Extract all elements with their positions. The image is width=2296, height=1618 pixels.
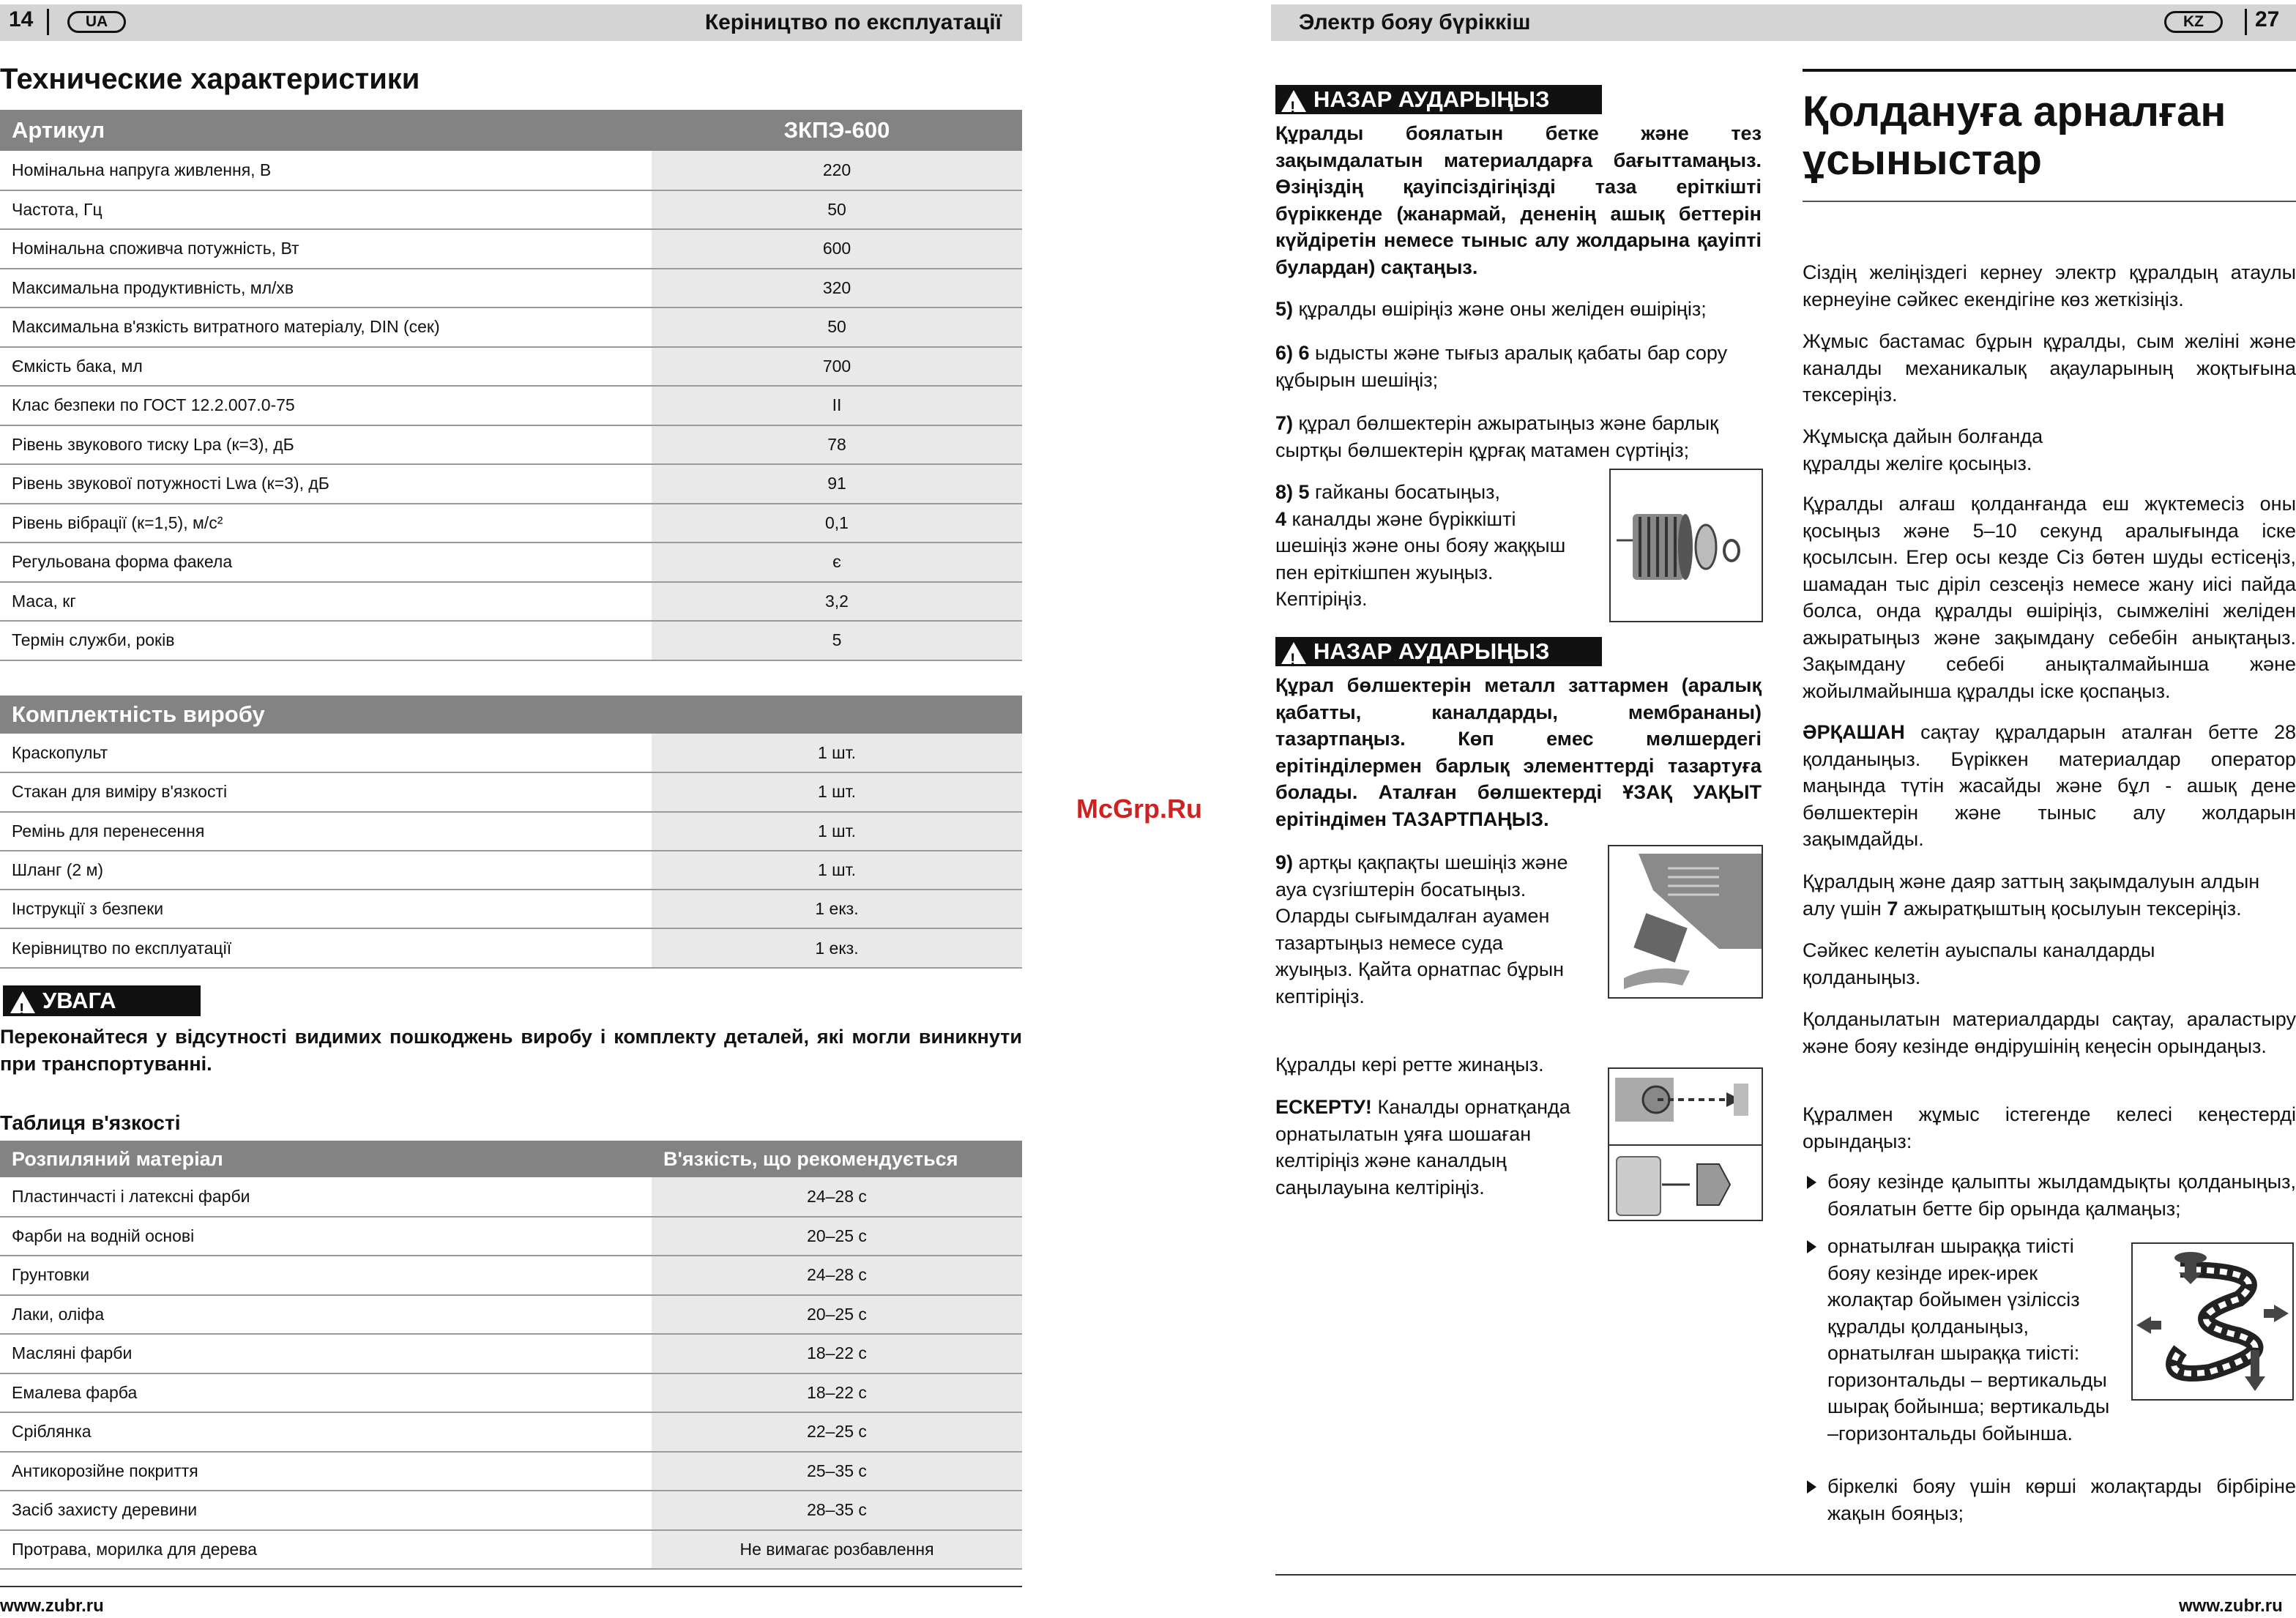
table-cell-label: Термін служби, років (0, 621, 652, 660)
table-cell-label: Пластинчасті і латексні фарби (0, 1177, 652, 1217)
warning-text-2: Құрал бөлшектерін металл заттармен (аралық қабатты, каналдарды, мембрананы) тазартпаңыз. Көп емес мөлшердегі ерітінділермен барлық элементтерді тазартуға болады. Аталған бөлшектерді ҰЗАҚ УАҚЫТ ерітіндімен ТАЗАРТПАҢЫЗ. (1275, 674, 1762, 830)
table-cell-label: Антикорозійне покриття (0, 1452, 652, 1491)
table-cell-value: 78 (652, 425, 1022, 465)
table-cell-label: Регульована форма факела (0, 543, 652, 582)
note-label: ЕСКЕРТУ! (1275, 1096, 1372, 1118)
table-cell-value: 50 (652, 190, 1022, 230)
step-number: 9) (1275, 851, 1294, 873)
paragraph: Сіздің желіңіздегі кернеу электр құралдың атаулы кернеуіне сәйкес екендігіне көз жеткізіңіз. (1803, 261, 2296, 310)
step-number: 8) 5 (1275, 481, 1310, 503)
spray-pattern-figure (2129, 1240, 2296, 1403)
kit-header-empty (652, 696, 1022, 734)
spec-row (0, 190, 1022, 230)
paragraph: Құралмен жұмыс істегенде келесі кеңестерді орындаңыз: (1803, 1103, 2296, 1152)
table-cell-label: Керівництво по експлуатації (0, 928, 652, 967)
header-divider (47, 9, 49, 35)
step-number-2: 4 (1275, 507, 1287, 530)
table-cell-label: Ремінь для перенесення (0, 812, 652, 851)
title-rule-bottom (1803, 201, 2296, 202)
paragraph: Жұмысқа дайын болғанда құралды желіге қосыңыз. (1803, 425, 2043, 474)
table-cell-value: 1 шт. (652, 812, 1022, 851)
table-cell-value: 3,2 (652, 582, 1022, 622)
spec-row (0, 307, 1022, 347)
watermark: McGrp.Ru (1076, 794, 1203, 824)
table-cell-value: 0,1 (652, 504, 1022, 543)
step-text: ыдысты және тығыз аралық қабаты бар сору құбырын шешіңіз; (1275, 342, 1728, 391)
table-cell-label: Масляні фарби (0, 1334, 652, 1373)
table-cell-label: Фарби на водній основі (0, 1217, 652, 1256)
table-cell-label: Номінальна напруга живлення, В (0, 151, 652, 190)
step-text: артқы қақпақты шешіңіз және ауа сүзгіштерін босатыңыз. Оларды сығымдалған ауамен тазартыңыз немесе суда жуыңыз. Қайта орнатпас бұрын кептіріңіз. (1275, 851, 1568, 1007)
page-header (0, 4, 1022, 41)
table-cell-value: є (652, 543, 1022, 582)
warning-label-2 (1275, 637, 1602, 666)
warning-label-text: УВАГА (42, 988, 116, 1013)
table-cell-label: Максимальна в'язкість витратного матеріалу, DIN (сек) (0, 307, 652, 347)
table-cell-label: Рівень звукової потужності Lwa (к=3), дБ (0, 464, 652, 504)
step-8 (1275, 479, 1583, 613)
bullet-arrow-icon (1807, 1176, 1816, 1189)
warning-label (3, 985, 201, 1016)
bullet-arrow-icon (1807, 1240, 1816, 1253)
recommendations-title (1803, 88, 2226, 184)
table-cell-value: 24–28 с (652, 1177, 1022, 1217)
kit-row (0, 890, 1022, 928)
language-badge: UA (67, 11, 126, 33)
viscosity-row (0, 1256, 1022, 1295)
warning-triangle-icon (10, 991, 35, 1013)
table-cell-value: 5 (652, 621, 1022, 660)
kit-table (0, 696, 1022, 969)
visc-header-material: Розпиляний матеріал (0, 1141, 652, 1177)
table-cell-value: 1 екз. (652, 890, 1022, 928)
viscosity-row (0, 1295, 1022, 1335)
table-cell-label: Максимальна продуктивність, мл/хв (0, 269, 652, 308)
warning-label-text: НАЗАР АУДАРЫҢЫЗ (1313, 638, 1550, 664)
visc-header-viscosity: В'язкість, що рекомендується (652, 1141, 1022, 1177)
table-cell-label: Лаки, оліфа (0, 1295, 652, 1335)
warning-label-text: НАЗАР АУДАРЫҢЫЗ (1313, 86, 1550, 112)
table-cell-label: Рівень вібрації (к=1,5), м/с² (0, 504, 652, 543)
spec-header-model: ЗКПЭ-600 (652, 110, 1022, 151)
spec-row (0, 151, 1022, 190)
left-page (0, 0, 1022, 1618)
viscosity-row (0, 1491, 1022, 1530)
nozzle-figure (1609, 469, 1763, 622)
table-cell-value: 50 (652, 307, 1022, 347)
viscosity-row (0, 1217, 1022, 1256)
viscosity-row (0, 1177, 1022, 1217)
paragraph-text: Құралдың және даяр заттың зақымдалуын алдын алу үшін (1803, 870, 2260, 920)
step-number: 6) 6 (1275, 342, 1310, 364)
title-line-1: Қолдануға арналған (1803, 88, 2226, 135)
paragraph-text: сақтау құралдарын аталған бетте 28 қолданыңыз. Бүріккен материалдар оператор маңында түтін жасайды және бұл - ашық дене бөлшектерін және тыныс алу жолдарын зақымдайды. (1803, 721, 2296, 850)
viscosity-row (0, 1530, 1022, 1570)
kit-row (0, 772, 1022, 811)
filter-figure (1608, 845, 1763, 999)
table-cell-value: 1 шт. (652, 772, 1022, 811)
table-cell-value: 220 (652, 151, 1022, 190)
table-cell-label: Клас безпеки по ГОСТ 12.2.007.0-75 (0, 386, 652, 425)
viscosity-row (0, 1334, 1022, 1373)
table-cell-value: 18–22 с (652, 1373, 1022, 1413)
table-cell-value: 24–28 с (652, 1256, 1022, 1295)
title-rule (1803, 69, 2296, 72)
table-cell-value: 600 (652, 229, 1022, 269)
spec-header-article: Артикул (0, 110, 652, 151)
note (1275, 1094, 1583, 1201)
footer-url: www.zubr.ru (2179, 1596, 2283, 1616)
viscosity-row (0, 1412, 1022, 1452)
table-cell-label: Емалева фарба (0, 1373, 652, 1413)
table-cell-value: 25–35 с (652, 1452, 1022, 1491)
footer-rule (0, 1586, 1022, 1587)
table-cell-label: Номінальна споживча потужність, Вт (0, 229, 652, 269)
table-cell-value: 1 екз. (652, 928, 1022, 967)
paragraph: Қолданылатын материалдарды сақтау, араластыру және бояу кезінде өндірушінің кеңесін орындаңыз. (1803, 1008, 2296, 1057)
table-cell-value: 91 (652, 464, 1022, 504)
kit-row (0, 734, 1022, 772)
spec-row (0, 229, 1022, 269)
paragraph: Құралды алғаш қолданғанда еш жүктемесіз оны қосыңыз және 5–10 секунд аралығында іске қосылсын. Егер осы кезде Сіз бөтен шуды естісеңіз, шамадан тыс діріл сезсеңіз немесе жану иісі пайда болса, онда құралды өшіріңіз, сымжеліні желіден ажыратыңыз және зақымдану себебін анықтаңыз. Зақымдану себебі анықталмайынша және жойылмайынша құралды іске қоспаңыз. (1803, 493, 2296, 702)
step-9 (1275, 849, 1576, 1010)
table-cell-label: Стакан для виміру в'язкості (0, 772, 652, 811)
step-7 (1275, 410, 1766, 463)
paragraph: Жұмыс бастамас бұрын құралды, сым желіні және каналды механикалық ақауларының жоқтығына тексеріңіз. (1803, 330, 2296, 406)
kit-row (0, 928, 1022, 967)
table-cell-label: Грунтовки (0, 1256, 652, 1295)
table-cell-value: 28–35 с (652, 1491, 1022, 1530)
table-cell-value: II (652, 386, 1022, 425)
bullet-item: біркелкі бояу үшін көрші жолақтарды бірбіріне жақын бояңыз; (1827, 1475, 2296, 1524)
warning-triangle-icon (1281, 642, 1306, 664)
table-cell-label: Інструкції з безпеки (0, 890, 652, 928)
table-cell-label: Частота, Гц (0, 190, 652, 230)
table-cell-label: Протрава, морилка для дерева (0, 1530, 652, 1570)
paragraph (1803, 719, 2296, 853)
spec-row (0, 621, 1022, 660)
kit-header: Комплектність виробу (0, 696, 652, 734)
table-cell-value: 700 (652, 347, 1022, 387)
table-cell-value: Не вимагає розбавлення (652, 1530, 1022, 1570)
bullet-item: орнатылған шыраққа тиісті бояу кезінде ирек-ирек жолақтар бойымен үзіліссіз құралды қолданыңыз, орнатылған шыраққа тиісті: горизонтальды – вертикальды шырақ бойынша; вертикальды –горизонтальды бойынша. (1827, 1235, 2110, 1444)
table-cell-value: 1 шт. (652, 851, 1022, 890)
kit-row (0, 812, 1022, 851)
spec-table (0, 110, 1022, 661)
viscosity-row (0, 1373, 1022, 1413)
table-cell-label: Ємкість бака, мл (0, 347, 652, 387)
note-text: Каналды орнатқанда орнатылатын ұяға шошаған келтіріңіз және каналдың саңылауына келтіріңіз. (1275, 1096, 1570, 1198)
language-badge: KZ (2164, 11, 2223, 33)
reassemble-text: Құралды кері ретте жинаңыз. (1275, 1054, 1544, 1075)
step-number: 7) (1275, 412, 1294, 434)
spec-row (0, 425, 1022, 465)
paragraph-text: ажыратқыштың қосылуын тексеріңіз. (1903, 897, 2242, 920)
table-cell-value: 20–25 с (652, 1217, 1022, 1256)
table-cell-value: 20–25 с (652, 1295, 1022, 1335)
paragraph (1803, 868, 2296, 922)
warning-text: Құралды боялатын бетке және тез зақымдалатын материалдарға бағыттамаңыз. Өзіңіздің қауіпсіздігіңізді таза ерiткiштi бүріккенде (жанармай, дененің ашық беттерін күйдіретін немесе тыныс алу жолдарына қауіпті булардан) сақтаңыз. (1275, 122, 1762, 278)
viscosity-table (0, 1141, 1022, 1570)
step-text: құралды өшіріңіз және оны желіден өшіріңіз; (1298, 298, 1707, 320)
footer-rule (1275, 1574, 2296, 1576)
warning-label (1275, 85, 1602, 114)
paragraph: Сәйкес келетін ауыспалы каналдарды қолданыңыз. (1803, 939, 2155, 988)
title-line-2: ұсыныстар (1803, 136, 2042, 184)
step-6 (1275, 340, 1744, 393)
table-cell-label: Сріблянка (0, 1412, 652, 1452)
spec-row (0, 504, 1022, 543)
step-5 (1275, 296, 1766, 323)
warning-text: Переконайтеся у відсутності видимих пошкоджень виробу і комплекту деталей, які могли виникнути при транспортуванні. (0, 1026, 1022, 1075)
table-cell-value: 22–25 с (652, 1412, 1022, 1452)
step-text: құрал бөлшектерін ажыратыңыз және барлық сыртқы бөлшектерін құрғақ матамен сүртіңіз; (1275, 412, 1718, 461)
channel-figure (1608, 1067, 1763, 1221)
spec-row (0, 386, 1022, 425)
emphasis: 7 (1887, 897, 1898, 920)
table-cell-label: Краскопульт (0, 734, 652, 772)
page-number: 14 (9, 7, 34, 31)
warning-triangle-icon (1281, 90, 1306, 112)
spec-row (0, 464, 1022, 504)
table-cell-value: 1 шт. (652, 734, 1022, 772)
header-title: Электр бояу бүріккіш (1299, 10, 1531, 34)
spec-row (0, 543, 1022, 582)
section-title: Технические характеристики (0, 63, 420, 95)
footer-url: www.zubr.ru (0, 1596, 104, 1616)
step-text: гайканы босатыңыз, (1315, 481, 1501, 503)
kit-row (0, 851, 1022, 890)
page-number: 27 (2255, 7, 2280, 31)
header-title: Керіництво по експлуатації (704, 10, 1002, 34)
header-divider (2245, 9, 2247, 35)
table-cell-label: Шланг (2 м) (0, 851, 652, 890)
table-cell-label: Засіб захисту деревини (0, 1491, 652, 1530)
viscosity-title: Таблиця в'язкості (0, 1111, 181, 1134)
bullet-item: бояу кезінде қалыпты жылдамдықты қолданыңыз, боялатын бетте бір орында қалмаңыз; (1827, 1171, 2296, 1220)
spec-row (0, 582, 1022, 622)
table-cell-label: Рівень звукового тиску Lpa (к=3), дБ (0, 425, 652, 465)
step-text-2: каналды және бүріккішті шешіңіз және оны бояу жаққыш пен ерiткiшпен жуыңыз. Кептіріңіз. (1275, 507, 1566, 610)
spec-row (0, 347, 1022, 387)
spec-row (0, 269, 1022, 308)
table-cell-value: 18–22 с (652, 1334, 1022, 1373)
viscosity-row (0, 1452, 1022, 1491)
right-page (1271, 0, 2296, 1618)
bullet-arrow-icon (1807, 1480, 1816, 1494)
page-header (1271, 4, 2296, 41)
step-number: 5) (1275, 298, 1294, 320)
table-cell-value: 320 (652, 269, 1022, 308)
emphasis: ӘРҚАШАН (1803, 721, 1905, 743)
table-cell-label: Маса, кг (0, 582, 652, 622)
